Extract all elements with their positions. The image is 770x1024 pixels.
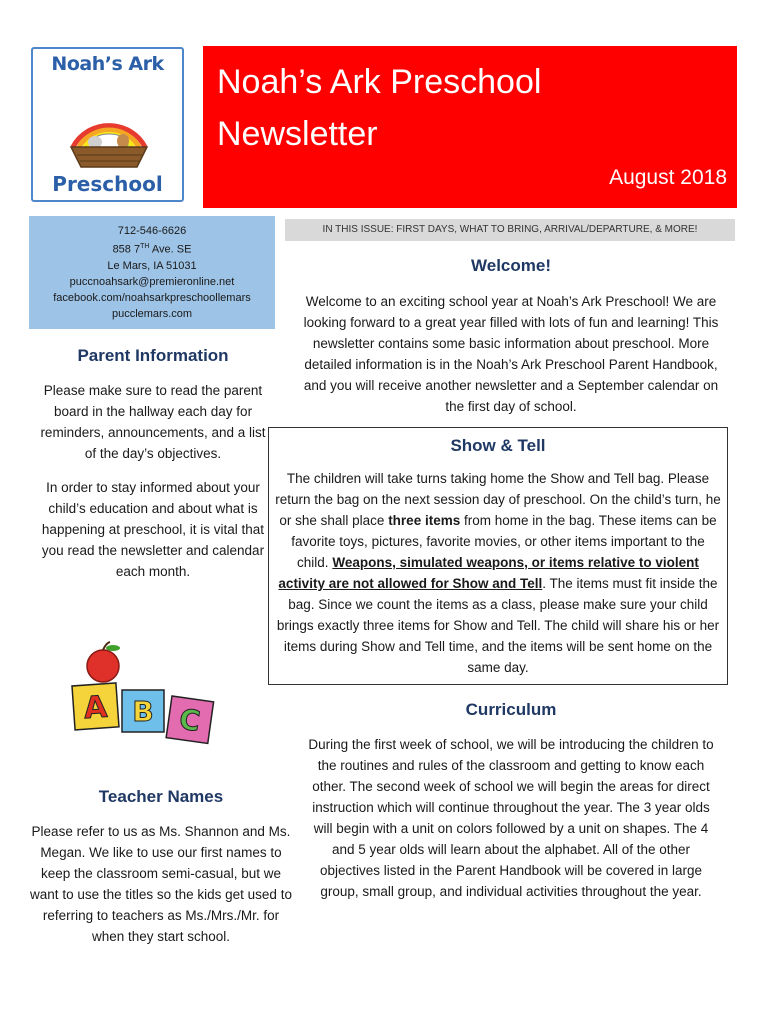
contact-info-box: [29, 216, 275, 329]
teacher-names-heading: Teacher Names: [98, 787, 224, 806]
logo-subtitle: Preschool: [52, 172, 163, 196]
contact-facebook: facebook.com/noahsarkpreschoollemars: [53, 291, 251, 304]
block-a: A: [82, 689, 109, 727]
show-and-tell-box: [268, 427, 728, 685]
contact-website: pucclemars.com: [111, 307, 193, 320]
contact-street: 858 7TH Ave. SE: [112, 243, 192, 256]
parent-information-para-2: In order to stay informed about your child’s education and about what is happening at preschool, it is vital that you read the newsletter and calendar each month.: [41, 480, 265, 579]
preschool-logo: [31, 47, 184, 202]
newsletter-title: [217, 56, 637, 160]
title-line-2: Newsletter: [217, 115, 378, 153]
contact-email: puccnoahsark@premieronline.net: [69, 275, 235, 288]
newsletter-banner: [203, 46, 737, 208]
newsletter-date: August 2018: [609, 166, 727, 189]
teacher-names-text: Please refer to us as Ms. Shannon and Ms. Megan. We like to use our first names to keep the classroom semi-casual, but we want to use the titles so the kids get used to referring to teachers as Ms./Mrs./Mr. for when they start school.: [30, 824, 292, 944]
parent-information-heading: Parent Information: [77, 346, 229, 365]
parent-information-section: [38, 346, 268, 582]
title-line-1: Noah’s Ark Preschool: [217, 63, 542, 101]
contact-phone: 712-546-6626: [117, 225, 187, 237]
block-c: C: [177, 702, 203, 738]
contact-city: Le Mars, IA 51031: [107, 259, 197, 272]
curriculum-text: During the first week of school, we will be introducing the children to the routines and rules of the classroom and getting to know each other. The second week of school we will begin the areas for direct instruction which will continue throughout the year. The 3 year olds will begin with a unit on colors followed by a unit on shapes. The 4 and 5 year olds will learn about the alphabet. All of the other objectives listed in the Parent Handbook will be covered in large group, small group, and individual activities throughout the year.: [308, 737, 714, 899]
parent-information-para-1: Please make sure to read the parent board in the hallway each day for reminders, announcements, and a list of the day’s objectives.: [40, 383, 266, 461]
welcome-section: [294, 256, 728, 417]
block-b: B: [132, 695, 154, 728]
in-this-issue-bar: IN THIS ISSUE: FIRST DAYS, WHAT TO BRING, ARRIVAL/DEPARTURE, & MORE!: [285, 219, 735, 241]
teacher-names-section: [30, 787, 292, 947]
abc-blocks-illustration: [60, 640, 230, 760]
welcome-heading: Welcome!: [471, 256, 551, 275]
show-and-tell-heading: Show & Tell: [450, 436, 546, 455]
show-and-tell-text: The children will take turns taking home the Show and Tell bag. Please return the bag on the next session day of preschool. On the child’s turn, he or she shall place three items from home in the bag. These items can be favorite toys, pictures, favorite movies, or other items important to the child. Weapons, simulated weapons, or items relative to violent activity are not allowed for Show and Tell. The items must fit inside the bag. Since we count the items as a class, please make sure your child brings exactly three items for Show and Tell. The child will share his or her items during Show and Tell time, and the items will be sent home on the same day.: [275, 471, 721, 675]
logo-title: Noah’s Ark: [51, 53, 164, 75]
curriculum-section: [308, 700, 714, 902]
curriculum-heading: Curriculum: [465, 700, 557, 719]
welcome-text: Welcome to an exciting school year at Noah’s Ark Preschool! We are looking forward to a great year filled with lots of fun and learning! This newsletter contains some basic information about preschool. More detailed information is in the Noah’s Ark Preschool Parent Handbook, and you will receive another newsletter and a September calendar on the first day of school.: [303, 294, 719, 414]
